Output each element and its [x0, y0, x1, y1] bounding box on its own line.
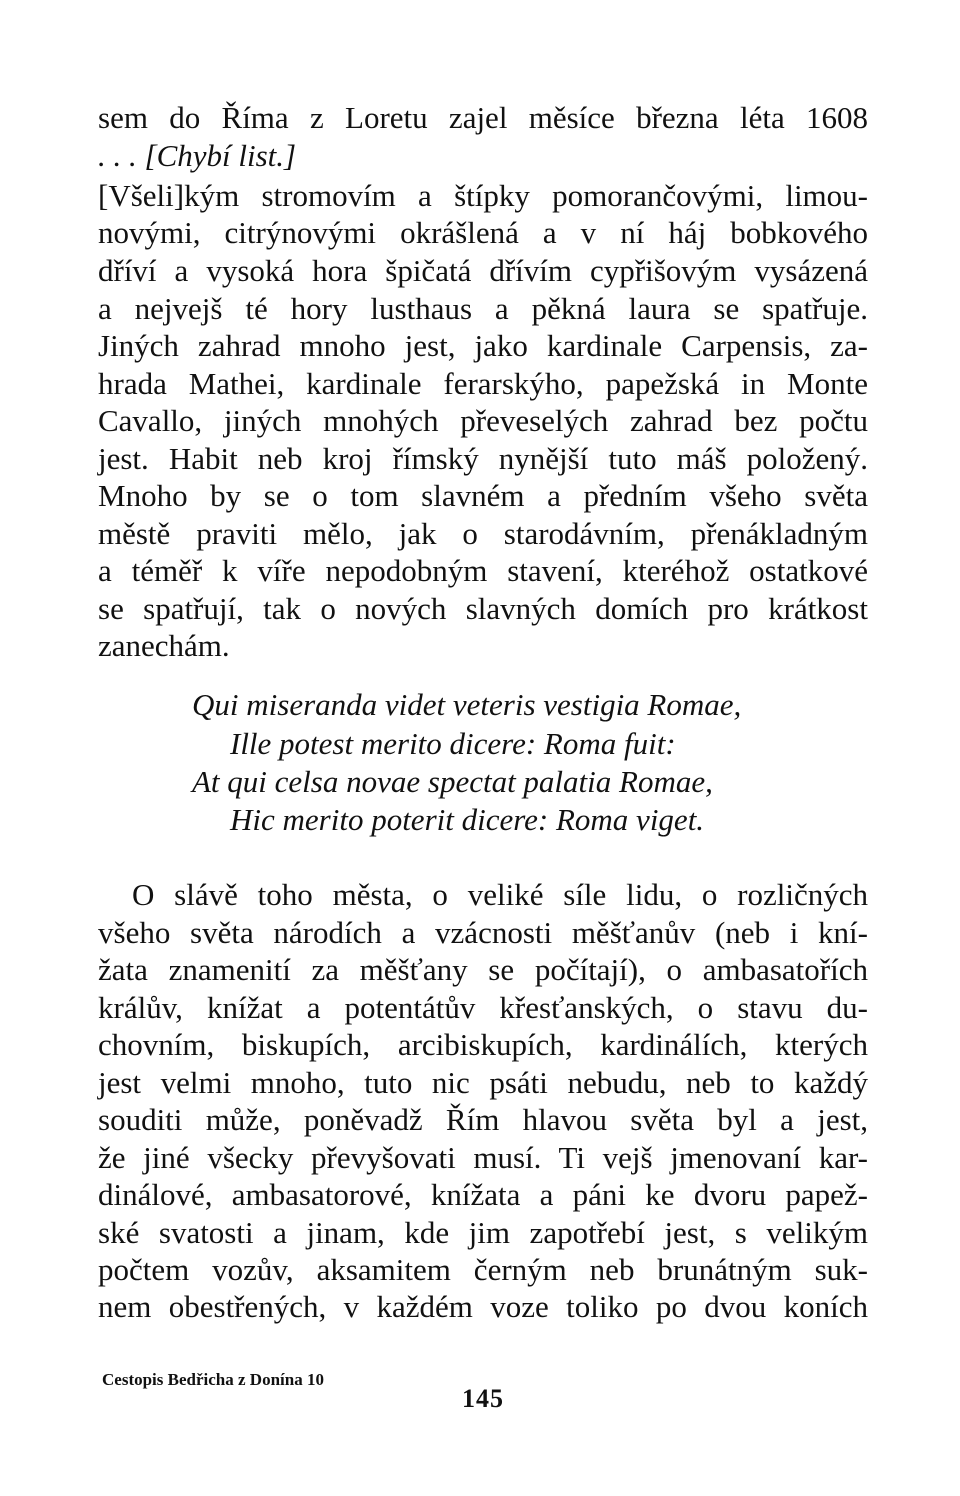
book-signature: Cestopis Bedřicha z Donína 10 — [102, 1370, 324, 1389]
text-line: městě praviti mělo, jak o starodávním, přenákladným — [98, 516, 868, 551]
text-line: Jiných zahrad mnoho jest, jako kardinale Carpensis, za- — [98, 328, 868, 363]
text-line: O slávě toho města, o veliké síle lidu, o rozličných — [132, 877, 868, 912]
text-line: žata znamenití za měšťany se počítají), o ambasatořích — [98, 952, 868, 987]
text-line: Cavallo, jiných mnohých převeselých zahrad bez počtu — [98, 403, 868, 438]
text-line: králův, knížat a potentátův křesťanských, o stavu du- — [98, 990, 868, 1025]
text-line: se spatřují, tak o nových slavných domích pro krátkost — [98, 591, 868, 626]
text-line: souditi může, poněvadž Řím hlavou světa byl a jest, — [98, 1102, 868, 1137]
text-line: ské svatosti a jinam, kde jim zapotřebí jest, s velikým — [98, 1215, 868, 1250]
verse-line: Ille potest merito dicere: Roma fuit: — [230, 726, 676, 761]
verse-line: At qui celsa novae spectat palatia Romae, — [192, 764, 713, 799]
page-number: 145 — [462, 1384, 504, 1413]
text-line: nem obestřených, v každém voze toliko po dvou koních — [98, 1289, 868, 1324]
text-line: novými, citrýnovými okrášlená a v ní háj bobkového — [98, 215, 868, 250]
text-line-missing-page-note: . . . [Chybí list.] — [98, 138, 297, 173]
text-line: zanechám. — [98, 628, 230, 663]
text-line: sem do Říma z Loretu zajel měsíce března léta 1608 — [98, 100, 868, 135]
text-line: [Všeli]kým stromovím a štípky pomorančovými, limou- — [98, 178, 868, 213]
text-line: dinálové, ambasatorové, knížata a páni ke dvoru papež- — [98, 1177, 868, 1212]
text-line: dříví a vysoká hora špičatá dřívím cypřišovým vysázená — [98, 253, 868, 288]
text-line: hrada Mathei, kardinale ferarskýho, papežská in Monte — [98, 366, 868, 401]
text-line: jest velmi mnoho, tuto nic psáti nebudu, neb to každý — [98, 1065, 868, 1100]
text-line: počtem vozův, aksamitem černým neb brunátným suk- — [98, 1252, 868, 1287]
verse-line: Hic merito poterit dicere: Roma viget. — [230, 802, 705, 837]
verse-line: Qui miseranda videt veteris vestigia Romae, — [192, 687, 742, 722]
text-line: a téměř k víře nepodobným stavení, kteréhož ostatkové — [98, 553, 868, 588]
text-line: Mnoho by se o tom slavném a předním všeho světa — [98, 478, 868, 513]
text-line: jest. Habit neb kroj římský nynější tuto máš položený. — [98, 441, 868, 476]
text-line: všeho světa národích a vzácnosti měšťanův (neb i kní- — [98, 915, 868, 950]
text-line: že jiné všecky převyšovati musí. Ti vejš jmenovaní kar- — [98, 1140, 868, 1175]
text-line: chovním, biskupích, arcibiskupích, kardinálích, kterých — [98, 1027, 868, 1062]
text-line: a nejvejš té hory lusthaus a pěkná laura se spatřuje. — [98, 291, 868, 326]
